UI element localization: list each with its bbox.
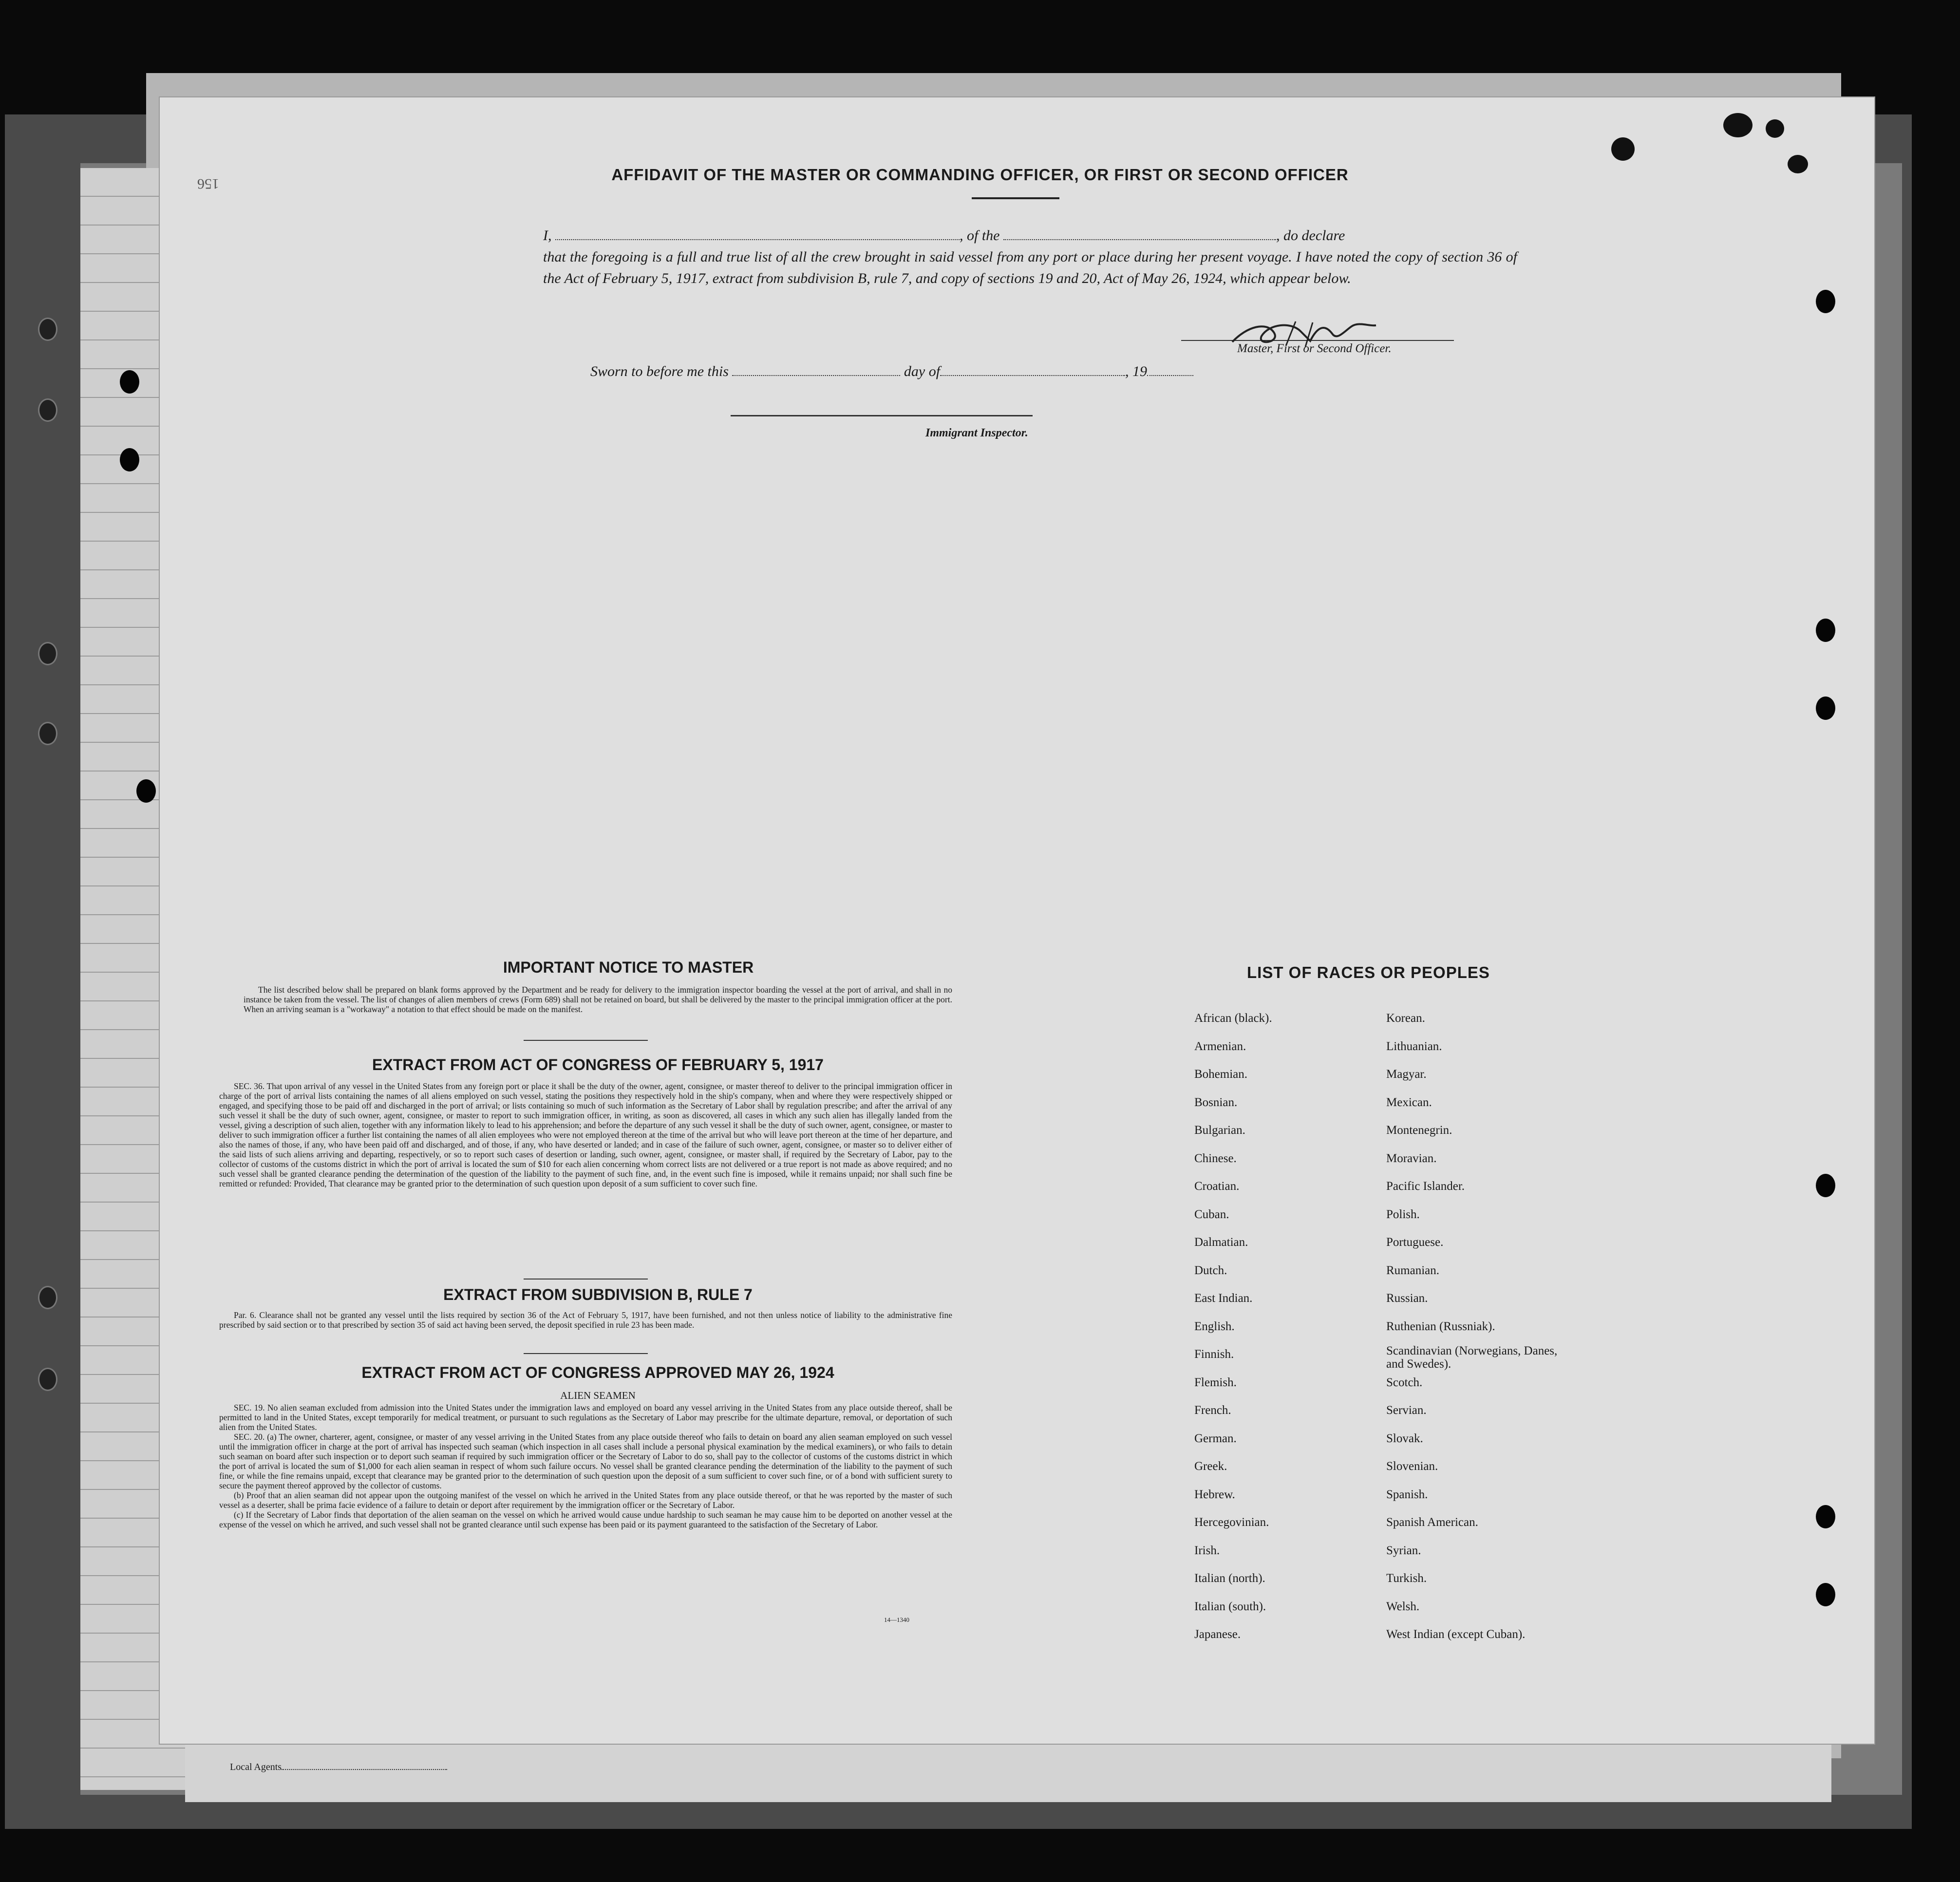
binder-hole <box>38 318 57 341</box>
section-divider <box>524 1353 648 1354</box>
race-item: Finnish. <box>1194 1348 1234 1361</box>
page-hole <box>1816 1505 1835 1528</box>
section-19-paragraph: SEC. 19. No alien seaman excluded from admission into the United States under the immigration laws and employed on board any vessel arriving in the United States from any place outside thereof, shall be permitted to land in the United States, except temporarily for medical treatment, or pursuant to such regulations as the Secretary of Labor may prescribe for the ultimate departure, removal, or deportation of such alien from the United States. <box>219 1403 952 1432</box>
binder-hole <box>38 722 57 745</box>
binder-hole <box>120 448 139 471</box>
declaration-i: I, <box>543 227 552 244</box>
race-item: Greek. <box>1194 1460 1227 1473</box>
title-rule <box>972 197 1059 199</box>
signature-caption: Master, First or Second Officer. <box>1237 342 1392 355</box>
race-item: Lithuanian. <box>1386 1040 1442 1053</box>
ink-blot <box>1611 137 1635 161</box>
name-blank <box>555 228 960 240</box>
race-item: Slovak. <box>1386 1432 1423 1445</box>
race-item: Welsh. <box>1386 1600 1420 1613</box>
race-item: Irish. <box>1194 1544 1220 1557</box>
extract-rule7-paragraph: Par. 6. Clearance shall not be granted any vessel until the lists required by section 36 of the Act of February 5, 1917, have been furnished, and not then unless notice of liability to the administrative fine prescribed by said section or to that prescribed by section 35 of said act having been served, the deposit specified in rule 23 has been made. <box>219 1310 952 1330</box>
race-item: Croatian. <box>1194 1180 1240 1193</box>
section-20a-paragraph: SEC. 20. (a) The owner, charterer, agent, consignee, or master of any vessel arriving in the United States from any place outside thereof who fails to detain on board any alien seaman employed on such vessel until the immigration officer in charge at the port of arrival has inspected such seaman (which inspection in all cases shall include a personal physical examination by the medical examiners), or who fails to detain such seaman on board after such inspection or to deport such seaman if required by such immigration officer or the Secretary of Labor to do so, shall pay to the collector of customs of the customs district in which the port of arrival is located the sum of $1,000 for each alien seaman in respect of whom such failure occurs. No vessel shall be granted clearance pending the determination of the liability to the payment of such fine, or while the fine remains unpaid, except that clearance may be granted prior to the determination of such question upon the deposit of a sum sufficient to cover such fine, or of a bond with sufficient surety to secure the payment thereof approved by the collector of customs. <box>219 1432 952 1490</box>
notice-text <box>244 985 952 1014</box>
races-title: LIST OF RACES OR PEOPLES <box>1247 963 1490 981</box>
extract-1917-title: EXTRACT FROM ACT OF CONGRESS OF FEBRUARY 5, 1917 <box>372 1056 824 1073</box>
race-item: Flemish. <box>1194 1376 1237 1389</box>
ink-blot <box>1766 119 1784 138</box>
extract-1917-text <box>219 1081 952 1188</box>
race-item: Rumanian. <box>1386 1264 1440 1277</box>
race-item: Spanish. <box>1386 1488 1428 1501</box>
page-hole <box>1816 1174 1835 1197</box>
declaration-line <box>543 225 1517 246</box>
race-item: Bosnian. <box>1194 1096 1238 1109</box>
ink-blot <box>1723 113 1753 137</box>
inspector-line <box>731 415 1033 416</box>
sworn-year-blank <box>1147 364 1193 376</box>
race-item: West Indian (except Cuban). <box>1386 1628 1526 1641</box>
binder-hole <box>120 370 139 394</box>
race-item: Mexican. <box>1386 1096 1432 1109</box>
race-item: Magyar. <box>1386 1068 1427 1081</box>
notice-paragraph: The list described below shall be prepared on blank forms approved by the Department and be ready for delivery to the immigration inspector boarding the vessel at the port of arrival, and shall in no instance be taken from the vessel. The list of changes of alien members of crews (Form 689) shall not be retained on board, but shall be delivered by the master to the principal immigration officer at the port. When an arriving seaman is a "workaway" a notation to that effect should be made on the manifest. <box>244 985 952 1014</box>
race-item: Pacific Islander. <box>1386 1180 1465 1193</box>
race-item: Turkish. <box>1386 1572 1427 1585</box>
form-number: 14—1340 <box>884 1616 909 1623</box>
sworn-day-of: day of <box>904 363 941 379</box>
local-agents-blank <box>282 1762 447 1770</box>
extract-1924-text <box>219 1403 952 1529</box>
race-item: Italian (north). <box>1194 1572 1265 1585</box>
page-hole <box>1816 290 1835 313</box>
race-item: East Indian. <box>1194 1292 1253 1305</box>
sworn-label: Sworn to before me this <box>590 363 729 379</box>
race-item: Hebrew. <box>1194 1488 1235 1501</box>
race-item: Slovenian. <box>1386 1460 1438 1473</box>
race-item: Armenian. <box>1194 1040 1246 1053</box>
race-item: Dalmatian. <box>1194 1236 1248 1249</box>
declaration-do-declare: , do declare <box>1276 227 1345 244</box>
section-divider <box>524 1279 648 1280</box>
race-item: Cuban. <box>1194 1208 1229 1221</box>
extract-rule7-title: EXTRACT FROM SUBDIVISION B, RULE 7 <box>443 1286 753 1303</box>
extract-1924-subtitle: ALIEN SEAMEN <box>560 1390 636 1401</box>
race-item: Dutch. <box>1194 1264 1227 1277</box>
race-item: German. <box>1194 1432 1237 1445</box>
margin-number: 156 <box>197 176 219 192</box>
race-item: Montenegrin. <box>1386 1124 1452 1137</box>
sworn-year-label: , 19 <box>1125 363 1148 379</box>
binder-hole <box>38 1368 57 1391</box>
race-item: Syrian. <box>1386 1544 1421 1557</box>
page-hole <box>1816 696 1835 720</box>
race-item: Italian (south). <box>1194 1600 1266 1613</box>
race-item: Spanish American. <box>1386 1516 1478 1529</box>
vessel-blank <box>1003 228 1276 240</box>
notice-title: IMPORTANT NOTICE TO MASTER <box>503 959 754 976</box>
race-item: Servian. <box>1386 1404 1427 1417</box>
page-hole <box>1816 1583 1835 1606</box>
binder-hole <box>38 398 57 422</box>
race-item: Japanese. <box>1194 1628 1241 1641</box>
page-hole <box>1816 619 1835 642</box>
race-item: French. <box>1194 1404 1231 1417</box>
inspector-caption: Immigrant Inspector. <box>925 427 1028 439</box>
race-item: Bulgarian. <box>1194 1124 1245 1137</box>
section-20c-paragraph: (c) If the Secretary of Labor finds that deportation of the alien seaman on the vessel on which he arrived would cause undue hardship to such seaman he may cause him to be deported on another vessel at the expense of the vessel on which he arrived, and such vessel shall not be granted clearance until such expense has been paid or its payment guaranteed to the satisfaction of the Secretary of Labor. <box>219 1510 952 1529</box>
race-item: Korean. <box>1386 1012 1425 1025</box>
race-item: Moravian. <box>1386 1152 1437 1165</box>
declaration-body: that the foregoing is a full and true list of all the crew brought in said vessel from any port or place during her present voyage. I have noted the copy of section 36 of the Act of February 5, 1917, extract from subdivision B, rule 7, and copy of sections 19 and 20, Act of May 26, 1924, which appear below. <box>543 249 1517 286</box>
race-item: Hercegovinian. <box>1194 1516 1269 1529</box>
bottom-sheet <box>185 1734 1831 1802</box>
sworn-date-blank <box>732 364 900 376</box>
race-item: Ruthenian (Russniak). <box>1386 1320 1495 1333</box>
extract-rule7-text <box>219 1310 952 1330</box>
race-item: Scotch. <box>1386 1376 1423 1389</box>
binder-hole <box>136 779 156 803</box>
race-item: Portuguese. <box>1386 1236 1444 1249</box>
binder-hole <box>38 642 57 665</box>
extract-1924-title: EXTRACT FROM ACT OF CONGRESS APPROVED MAY 26, 1924 <box>361 1364 834 1381</box>
race-item: Bohemian. <box>1194 1068 1248 1081</box>
sworn-line <box>590 363 1193 380</box>
race-item: Chinese. <box>1194 1152 1237 1165</box>
binder-hole <box>38 1286 57 1309</box>
affidavit-title: AFFIDAVIT OF THE MASTER OR COMMANDING OFFICER, OR FIRST OR SECOND OFFICER <box>611 166 1349 184</box>
race-item: English. <box>1194 1320 1235 1333</box>
section-divider <box>524 1040 648 1041</box>
race-item: Scandinavian (Norwegians, Danes, and Swedes). <box>1386 1344 1558 1371</box>
declaration-of-the: , of the <box>960 227 1000 244</box>
section-20b-paragraph: (b) Proof that an alien seaman did not appear upon the outgoing manifest of the vessel on which he arrived in the United States from any place outside thereof, or that he was reported by the master of such vessel as a deserter, shall be prima facie evidence of a failure to detain or deport after requirement by the immigration officer or the Secretary of Labor. <box>219 1490 952 1510</box>
local-agents-label: Local Agents <box>230 1762 282 1772</box>
race-item: African (black). <box>1194 1012 1272 1025</box>
extract-1917-paragraph: SEC. 36. That upon arrival of any vessel in the United States from any foreign port or place it shall be the duty of the owner, agent, consignee, or master thereof to deliver to the principal immigration officer in charge of the port of arrival lists containing the names of all aliens employed on such vessel, stating the positions they respectively hold in the ship's company, when and where they were respectively shipped or engaged, and specifying those to be paid off and discharged in the port of arrival; or lists containing so much of such information as the Secretary of Labor shall by regulation prescribe; and after the arrival of any such vessel it shall be the duty of such owner, agent, consignee, or master to report to such immigration officer, in writing, as soon as discovered, all cases in which any such alien has illegally landed from the vessel, giving a description of such alien, together with any information likely to lead to his apprehension; and before the departure of any such vessel it shall be the duty of such owner, agent, consignee, or master to deliver to such immigration officer a further list containing the names of all alien employees who were not employed thereon at the time of the arrival but who will leave port thereon at the time of her departure, and also the names of those, if any, who have been paid off and discharged, and of those, if any, who have deserted or landed; and in case of the failure of such owner, agent, consignee, or master so to deliver either of the said lists of such aliens arriving and departing, respectively, or so to report such cases of desertion or landing, such owner, agent, consignee, or master shall, if required by the Secretary of Labor, pay to the collector of customs of the customs district in which the port of arrival is located the sum of $10 for each alien concerning whom correct lists are not delivered or a true report is not made as above required; and no such vessel shall be granted clearance pending the determination of the question of the liability to the payment of such fine, and, in the event such fine is imposed, while it remains unpaid; nor shall such fine be remitted or refunded: Provided, That clearance may be granted prior to the determination of such question upon deposit of a sum sufficient to cover such fine. <box>219 1081 952 1188</box>
affidavit-statement <box>543 225 1517 289</box>
race-item: Polish. <box>1386 1208 1420 1221</box>
sworn-month-blank <box>940 364 1125 376</box>
local-agents-line <box>230 1762 447 1773</box>
race-item: Russian. <box>1386 1292 1428 1305</box>
